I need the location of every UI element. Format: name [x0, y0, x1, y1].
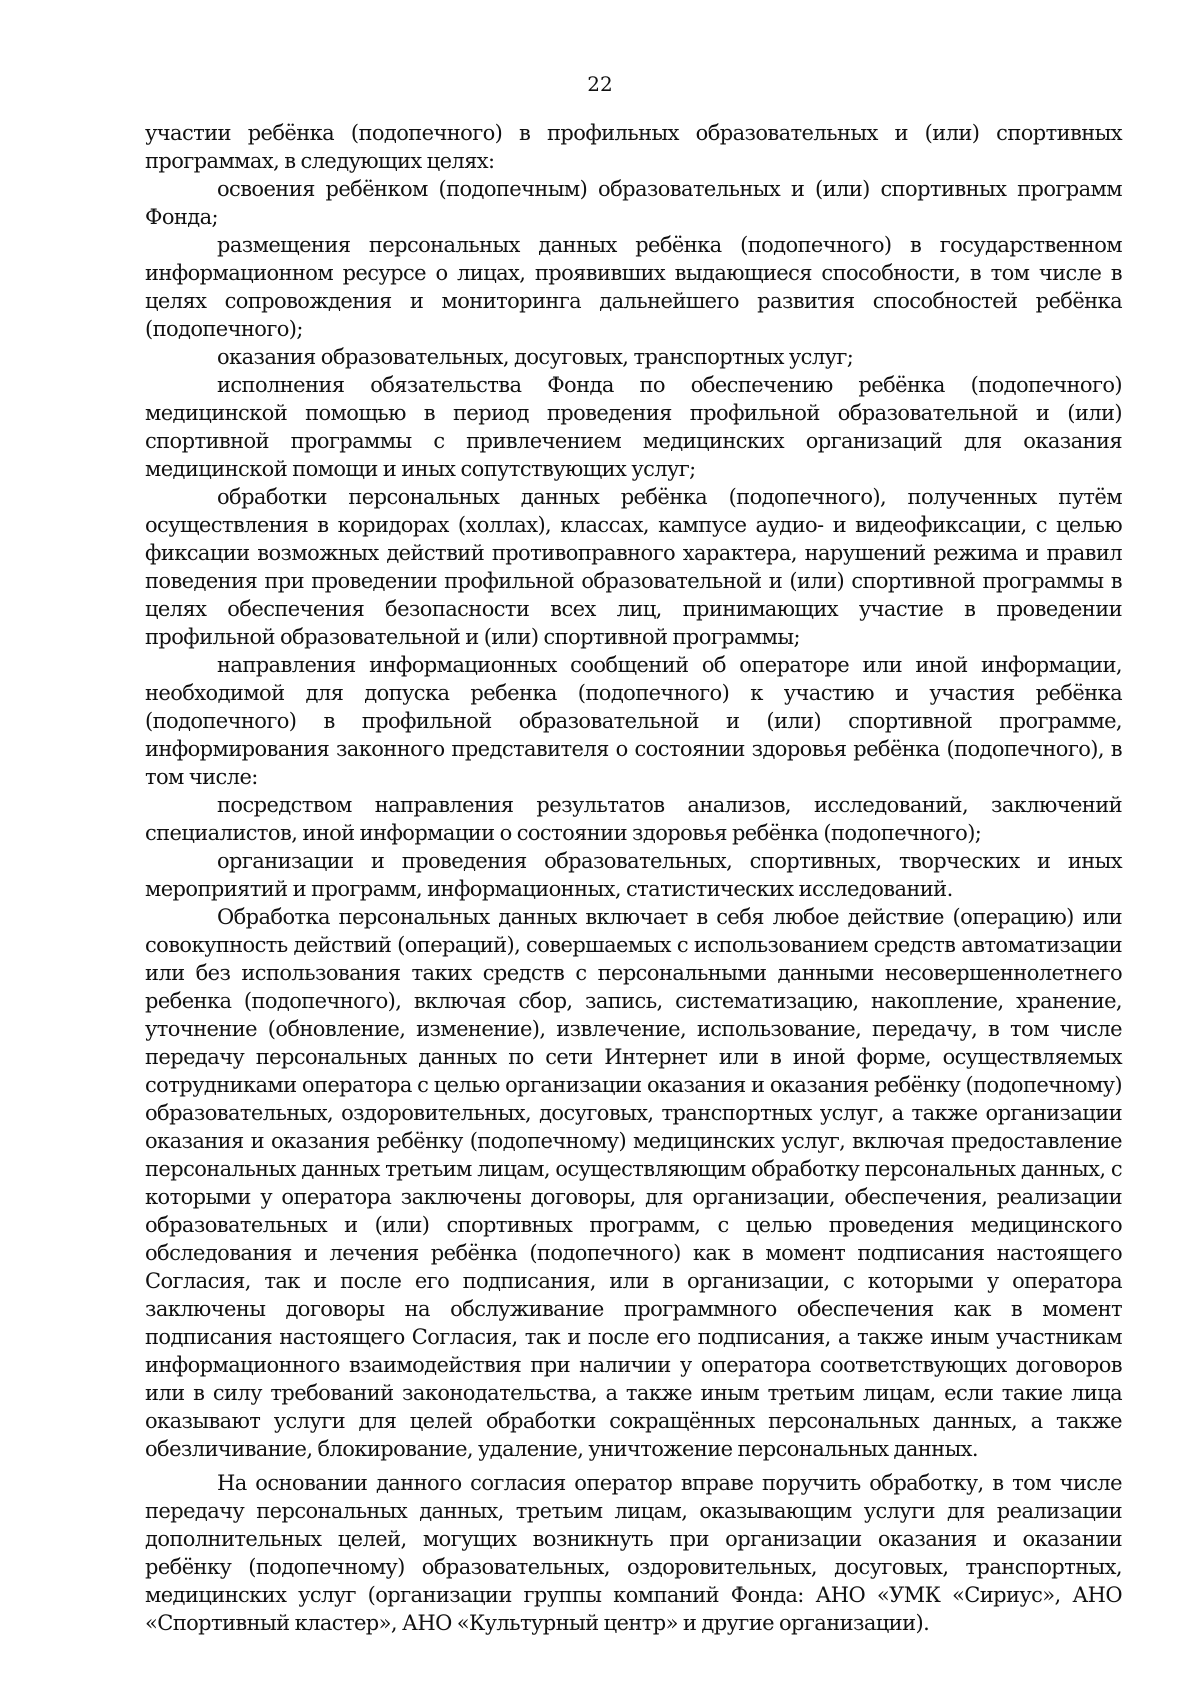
paragraph-purpose-state-resource: размещения персональных данных ребёнка (подопечного) в государственном информационном ресурсе о лицах, проявивших выдающиеся способности, в том числе в целях сопровождения и мониторинга дальнейшего развития способностей ребёнка (подопечного); [145, 233, 1122, 341]
paragraph-purpose-events-research: организации и проведения образовательных, спортивных, творческих и иных мероприятий и программ, информационных, статистических исследований. [145, 849, 1122, 901]
paragraph-purpose-notifications: направления информационных сообщений об операторе или иной информации, необходимой для допуска ребенка (подопечного) к участию и участия ребёнка (подопечного) в профильной образовательной и (или) спортивной программе, информирования законного представителя о состоянии здоровья ребёнка (подопечного), в том числе: [145, 653, 1122, 789]
page-number: 22 [587, 72, 613, 96]
paragraph-purpose-health-results: посредством направления результатов анализов, исследований, заключений специалистов, иной информации о состоянии здоровья ребёнка (подопечного); [145, 793, 1122, 845]
paragraph-purpose-programs: освоения ребёнком (подопечным) образовательных и (или) спортивных программ Фонда; [145, 177, 1122, 229]
paragraph-purpose-video-recording: обработки персональных данных ребёнка (подопечного), полученных путём осуществления в коридорах (холлах), классах, кампусе аудио- и видеофиксации, с целью фиксации возможных действий противоправного характера, нарушений режима и правил поведения при проведении профильной образовательной и (или) спортивной программы в целях обеспечения безопасности всех лиц, принимающих участие в проведении профильной образовательной и (или) спортивной программы; [145, 485, 1122, 649]
paragraph-purpose-medical-care: исполнения обязательства Фонда по обеспечению ребёнка (подопечного) медицинской помощью в период проведения профильной образовательной и (или) спортивной программы с привлечением медицинских организаций для оказания медицинской помощи и иных сопутствующих услуг; [145, 373, 1122, 481]
paragraph-delegation: На основании данного согласия оператор вправе поручить обработку, в том числе передачу персональных данных, третьим лицам, оказывающим услуги для реализации дополнительных целей, могущих возникнуть при организации оказания и оказании ребёнку (подопечному) образовательных, оздоровительных, досуговых, транспортных, медицинских услуг (организации группы компаний Фонда: АНО «УМК «Сириус», АНО «Спортивный кластер», АНО «Культурный центр» и другие организации). [145, 1471, 1122, 1635]
document-body [145, 119, 1122, 1637]
paragraph-processing-definition: Обработка персональных данных включает в себя любое действие (операцию) или совокупность действий (операций), совершаемых с использованием средств автоматизации или без использования таких средств с персональными данными несовершеннолетнего ребенка (подопечного), включая сбор, запись, систематизацию, накопление, хранение, уточнение (обновление, изменение), извлечение, использование, передачу, в том числе передачу персональных данных по сети Интернет или в иной форме, осуществляемых сотрудниками оператора с целью организации оказания и оказания ребёнку (подопечному) образовательных, оздоровительных, досуговых, транспортных услуг, а также организации оказания и оказания ребёнку (подопечному) медицинских услуг, включая предоставление персональных данных третьим лицам, осуществляющим обработку персональных данных, с которыми у оператора заключены договоры, для организации, обеспечения, реализации образовательных и (или) спортивных программ, с целью проведения медицинского обследования и лечения ребёнка (подопечного) как в момент подписания настоящего Согласия, так и после его подписания, или в организации, с которыми у оператора заключены договоры на обслуживание программного обеспечения как в момент подписания настоящего Согласия, так и после его подписания, а также иным участникам информационного взаимодействия при наличии у оператора соответствующих договоров или в силу требований законодательства, а также иным третьим лицам, если такие лица оказывают услуги для целей обработки сокращённых персональных данных, а также обезличивание, блокирование, удаление, уничтожение персональных данных. [145, 905, 1122, 1461]
paragraph-continuation: участии ребёнка (подопечного) в профильных образовательных и (или) спортивных программах, в следующих целях: [145, 121, 1122, 173]
paragraph-purpose-services: оказания образовательных, досуговых, транспортных услуг; [217, 345, 854, 369]
